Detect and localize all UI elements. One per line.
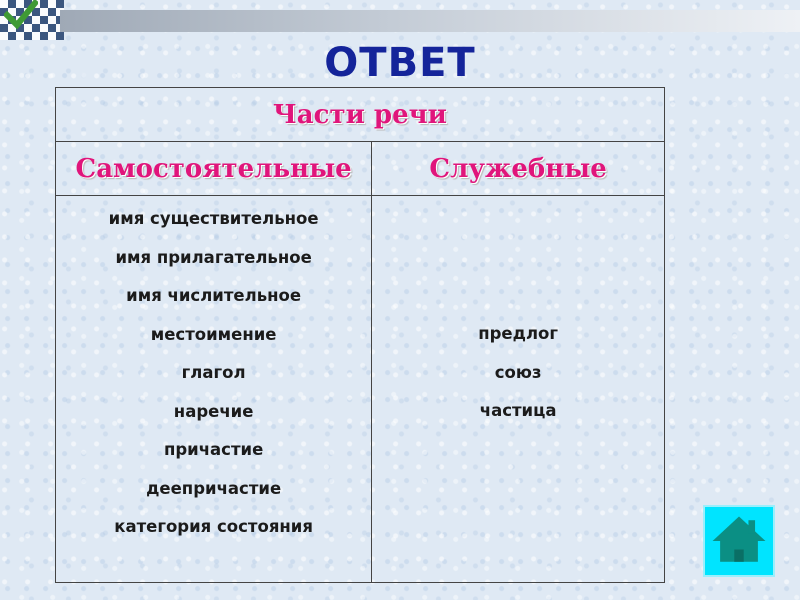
column-headings-row [56,142,665,196]
list-item: категория состояния [114,517,313,536]
home-icon [705,507,773,575]
column-heading-auxiliary: Служебные [372,142,665,196]
list-item: частица [479,401,557,420]
auxiliary-cell [372,196,665,583]
independent-list [56,196,371,553]
list-item: глагол [181,363,246,382]
list-item: деепричастие [146,478,282,498]
auxiliary-list [372,196,664,437]
list-item: наречие [173,401,254,421]
independent-cell [56,196,372,583]
top-gradient-bar [60,10,800,32]
table-body-row [56,196,665,583]
column-heading-independent: Самостоятельные [56,142,372,196]
list-item: местоимение [150,324,277,344]
table-header-row [56,88,665,142]
list-item: имя числительное [126,286,302,305]
list-item: имя существительное [108,209,319,228]
home-button[interactable] [703,505,775,577]
list-item: предлог [478,324,558,343]
slide-title: ОТВЕТ [324,40,476,86]
list-item: союз [494,362,542,382]
table-header: Части речи [56,88,665,142]
list-item: причастие [163,440,264,459]
checkmark-icon [4,0,38,32]
list-item: имя прилагательное [115,247,312,267]
parts-of-speech-table [55,87,665,583]
